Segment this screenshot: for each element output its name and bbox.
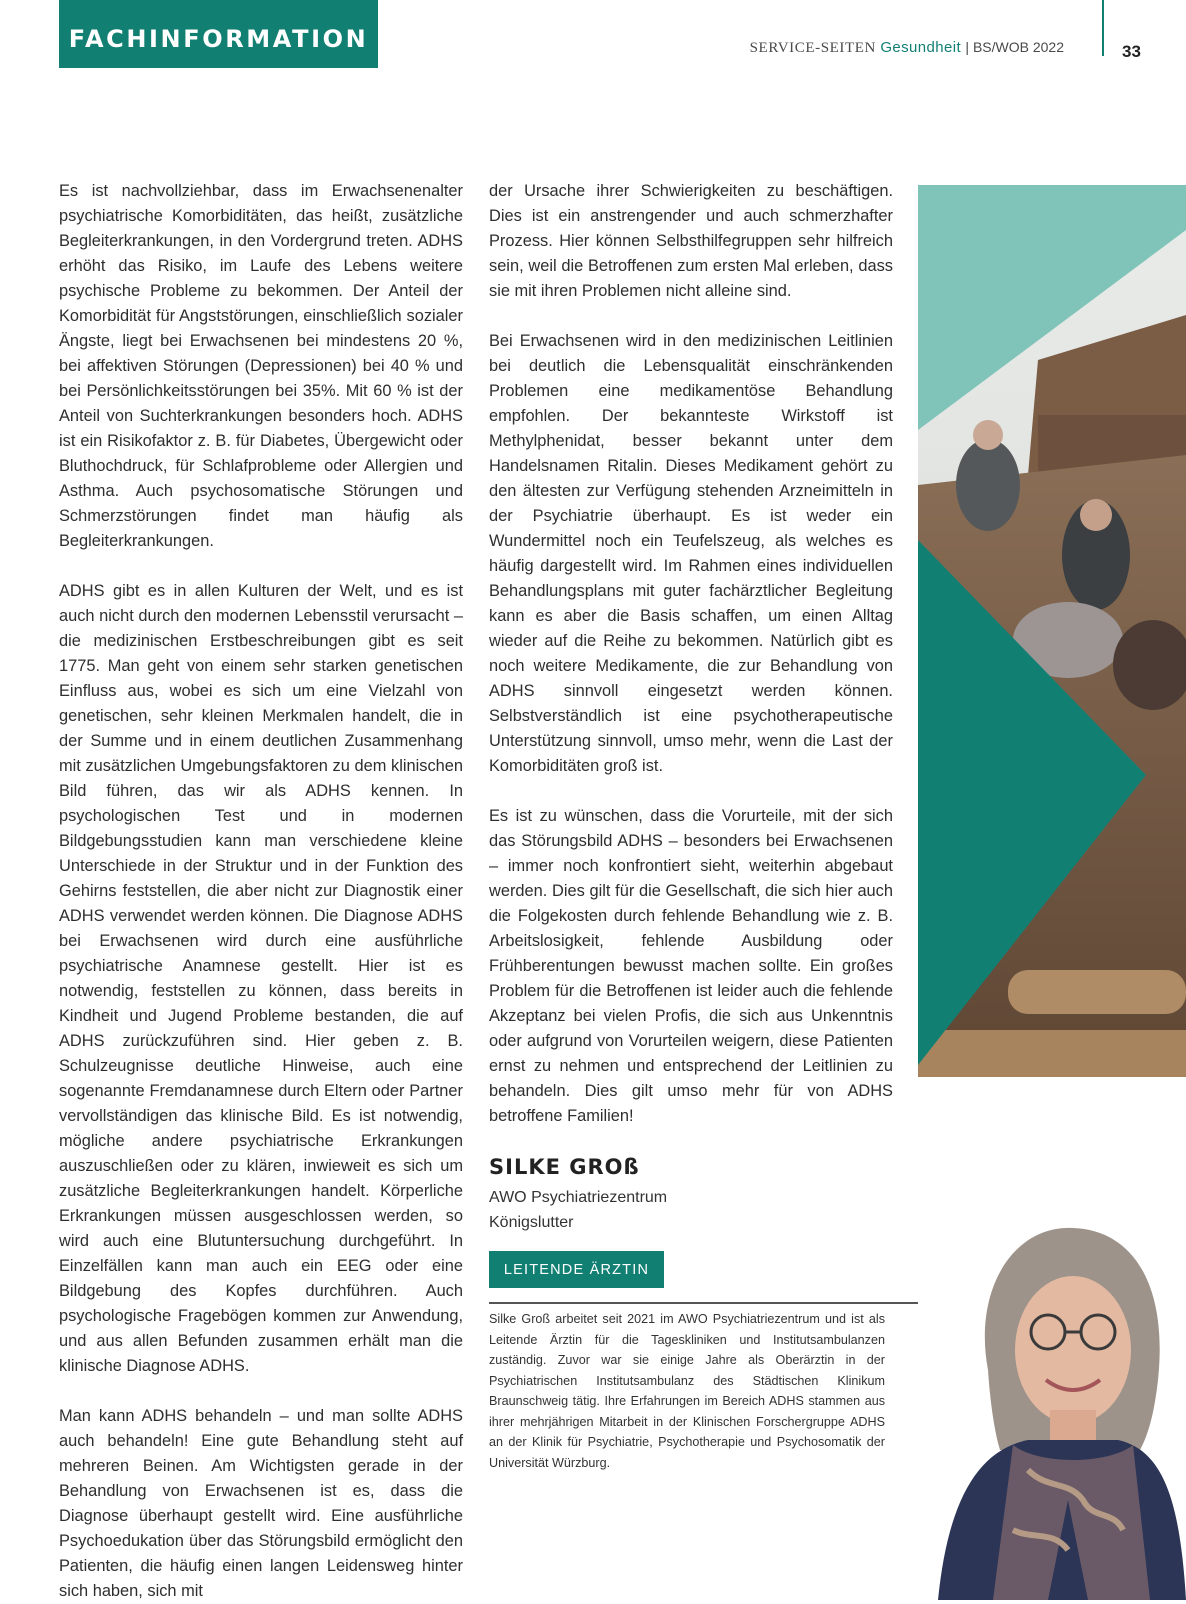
- author-org-line: Königslutter: [489, 1214, 574, 1231]
- running-head-suffix: | BS/WOB 2022: [965, 39, 1064, 55]
- section-tab: FACHINFORMATION: [59, 0, 378, 68]
- paragraph: der Ursache ihrer Schwierigkeiten zu beschäftigen. Dies ist ein anstrengender und auch schmerzhafter Prozess. Hier können Selbsthilfegruppen sehr hilfreich sein, weil die Betroffenen zum ersten Mal erleben, dass sie mit ihren Problemen nicht alleine sind.: [489, 182, 893, 300]
- author-organisation: [489, 1185, 667, 1235]
- header-divider: [1102, 0, 1104, 56]
- bio-divider: [489, 1302, 944, 1304]
- role-badge: LEITENDE ÄRZTIN: [489, 1251, 664, 1288]
- article-column-1: [59, 179, 463, 1604]
- author-bio: Silke Groß arbeitet seit 2021 im AWO Psychiatriezentrum und ist als Leitende Ärztin für die Tageskliniken und Institutsambulanzen zuständig. Zuvor war sie einige Jahre als Oberärztin in der Psychiatrischen Institutsambulanz des Städtischen Klinikum Braunschweig tätig. Ihre Erfahrungen im Bereich ADHS stammen aus ihrer mehrjährigen Mitarbeit in der Klinischen Forschergruppe ADHS an der Klinik für Psychiatrie, Psychotherapie und Psychosomatik der Universität Würzburg.: [489, 1312, 885, 1470]
- paragraph: Es ist zu wünschen, dass die Vorurteile, mit der sich das Störungsbild ADHS – besonders bei Erwachsenen – immer noch konfrontiert sieht, weiterhin abgebaut werden. Dies gilt für die Gesellschaft, die sich hier auch die Folgekosten durch fehlende Behandlung wie z. B. Arbeitslosigkeit, fehlende Ausbildung oder Frühberentungen bewusst machen sollte. Ein großes Problem für die Betroffenen ist leider auch die fehlende Akzeptanz bei vielen Profis, die sich aus Unkenntnis oder aufgrund von Vorurteilen weigern, diese Patienten ernst zu nehmen und entsprechend der Leitlinien zu behandeln. Dies gilt umso mehr für von ADHS betroffene Familien!: [489, 807, 893, 1125]
- running-head-topic: Gesundheit: [880, 39, 962, 56]
- playground-photo-graphic: [918, 185, 1186, 1077]
- author-org-line: AWO Psychiatriezentrum: [489, 1189, 668, 1206]
- author-portrait: [918, 1200, 1186, 1600]
- paragraph: ADHS gibt es in allen Kulturen der Welt, und es ist auch nicht durch den modernen Lebensstil verursacht – die medizinischen Erstbeschreibungen gibt es seit 1775. Man geht von einem sehr starken genetischen Einfluss aus, wobei es sich um eine Vielzahl von genetischen, sehr kleinen Merkmalen handelt, die in der Summe und in einem deutlichen Zusammenhang mit zusätzlichen Umgebungsfaktoren zu dem klinischen Bild führen, das wir als ADHS kennen. In psychologischen Test und in modernen Bildgebungsstudien kann man verschiedene kleine Unterschiede in der Struktur und in der Funktion des Gehirns feststellen, die aber nicht zur Diagnostik einer ADHS verwendet werden können. Die Diagnose ADHS bei Erwachsenen wird durch eine ausführliche psychiatrische Anamnese gestellt. Hier ist es notwendig, feststellen zu können, dass bereits in Kindheit und Jugend Probleme bestanden, die auf ADHS zurückzuführen sind. Hier geben z. B. Schulzeugnisse deutliche Hinweise, auch eine sogenannte Fremdanamnese durch Eltern oder Partner vervollständigen das klinische Bild. Es ist notwendig, mögliche andere psychiatrische Erkrankungen auszuschließen oder zu klären, inwieweit es sich um zusätzliche Begleiterkrankungen handelt. Körperliche Erkrankungen müssen ausgeschlossen werden, so wird auch eine Blutuntersuchung durchgeführt. In Einzelfällen kann man auch ein EEG oder eine Bildgebung des Kopfes durchführen. Auch psychologische Fragebögen kommen zur Anwendung, und aus allen Befunden zusammen erhält man die klinische Diagnose ADHS.: [59, 582, 463, 1375]
- paragraph: Man kann ADHS behandeln – und man sollte ADHS auch behandeln! Eine gute Behandlung steht auf mehreren Beinen. Am Wichtigsten gerade in der Behandlung von Erwachsenen ist es, dass die Diagnose überhaupt gestellt wird. Eine ausführliche Psychoedukation über das Störungsbild ermöglicht den Patienten, die häufig einen langen Leidensweg hinter sich haben, sich mit: [59, 1407, 463, 1600]
- paragraph: Bei Erwachsenen wird in den medizinischen Leitlinien bei deutlich die Lebensqualität einschränkenden Problemen eine medikamentöse Behandlung empfohlen. Der bekannteste Wirkstoff ist Methylphenidat, besser bekannt unter dem Handelsnamen Ritalin. Dieses Medikament gehört zu den ältesten zur Verfügung stehenden Arzneimitteln in der Psychiatrie überhaupt. Es ist weder ein Wundermittel noch ein Teufelszeug, als welches es häufig dargestellt wird. Im Rahmen eines individuellen Behandlungsplans mit guter fachärztlicher Begleitung kann es aber die Basis schaffen, um einen Alltag wieder auf die Reihe zu bekommen. Natürlich gibt es noch weitere Medikamente, die zur Behandlung von ADHS sinnvoll eingesetzt werden können. Selbstverständlich ist eine psychotherapeutische Unterstützung sinnvoll, umso mehr, wenn die Last der Komorbiditäten groß ist.: [489, 332, 893, 775]
- running-head: [750, 39, 1064, 57]
- running-head-prefix: SERVICE-SEITEN: [749, 40, 876, 56]
- paragraph: Es ist nachvollziehbar, dass im Erwachsenenalter psychiatrische Komorbiditäten, das heißt, zusätzliche Begleiterkrankungen, in den Vordergrund treten. ADHS erhöht das Risiko, im Laufe des Lebens weitere psychische Probleme zu bekommen. Der Anteil der Komorbidität für Angststörungen, einschließlich sozialer Ängste, liegt bei Erwachsenen bei mindestens 20 %, bei affektiven Störungen (Depressionen) bei 40 % und bei Persönlichkeitsstörungen bei 35%. Mit 60 % ist der Anteil von Suchterkrankungen besonders hoch. ADHS ist ein Risikofaktor z. B. für Diabetes, Übergewicht oder Bluthochdruck, für Schlafprobleme oder Allergien und Asthma. Auch psychosomatische Störungen und Schmerzstörungen findet man häufig als Begleiterkrankungen.: [59, 182, 463, 550]
- author-name: SILKE GROß: [489, 1155, 640, 1179]
- page-number: 33: [1122, 42, 1141, 61]
- article-column-2: [489, 179, 893, 1129]
